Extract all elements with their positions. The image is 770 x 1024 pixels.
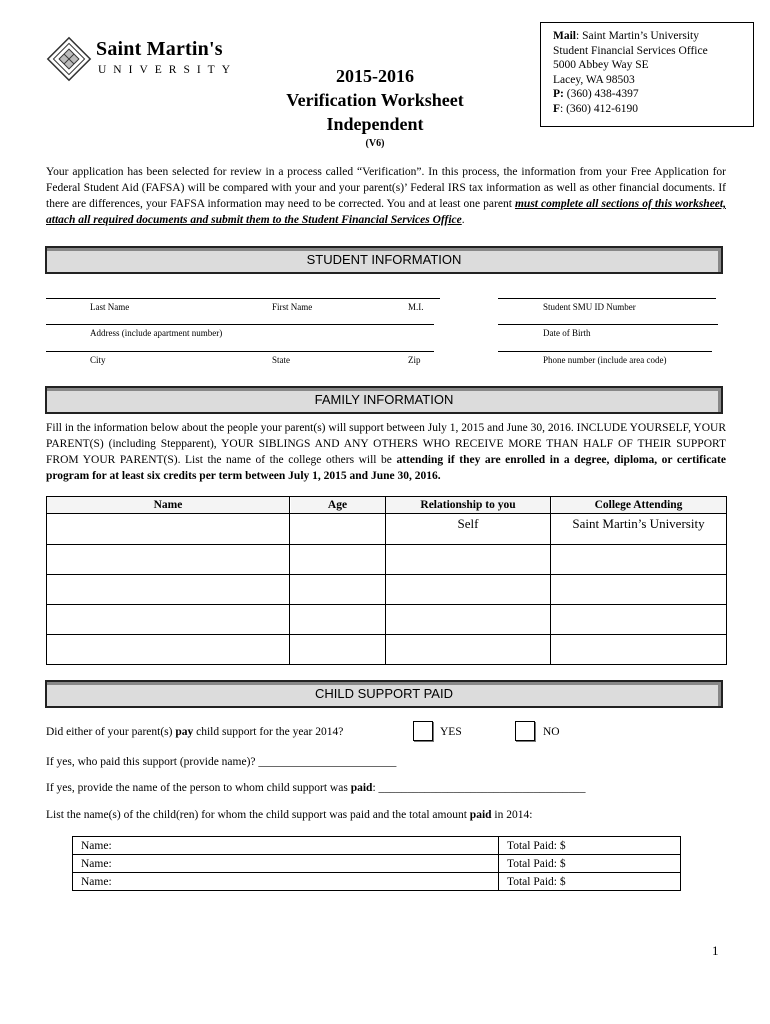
family-paragraph-bold: attending if they are enrolled in a degree, diploma, or certificate program for at least six credits per term between July 1, 2015 and June 30, 2016. xyxy=(46,454,726,482)
q4-text-end: in 2014: xyxy=(491,809,533,821)
family-info-heading: FAMILY INFORMATION xyxy=(45,386,723,414)
no-label: NO xyxy=(543,726,560,738)
phone-label-field: Phone number (include area code) xyxy=(543,355,667,365)
smu-id-line[interactable] xyxy=(498,298,716,299)
no-checkbox[interactable] xyxy=(515,721,535,741)
intro-text: Your application has been selected for review in a process called “Verification”. In this process, the information from your Free Application for Federal Student Aid (FAFSA) will be compared with your and your parent(s)’ Federal IRS tax information as well as other financial documents. If there are differences, your FAFSA information may need to be corrected. You and at least one parent xyxy=(46,166,726,210)
q4-text: List the name(s) of the child(ren) for whom the child support was paid and the total amount xyxy=(46,809,470,821)
university-logo-icon xyxy=(46,36,92,82)
fax-label: F xyxy=(553,102,561,115)
title-year: 2015-2016 xyxy=(336,66,414,86)
table-cell-college[interactable] xyxy=(551,575,727,605)
mail-line4: Lacey, WA 98503 xyxy=(553,73,635,86)
child-name-cell[interactable]: Name: xyxy=(73,873,499,891)
table-cell-name[interactable] xyxy=(47,605,290,635)
state-label: State xyxy=(272,355,290,365)
table-row xyxy=(47,545,727,575)
table-cell-name[interactable] xyxy=(47,575,290,605)
q1-bold: pay xyxy=(175,726,194,738)
dob-label: Date of Birth xyxy=(543,328,591,338)
address-line[interactable] xyxy=(46,324,434,325)
table-row xyxy=(47,514,727,545)
table-cell-age[interactable] xyxy=(290,575,386,605)
yes-checkbox[interactable] xyxy=(413,721,433,741)
table-cell-college[interactable] xyxy=(551,605,727,635)
university-subtitle: UNIVERSITY xyxy=(98,64,237,76)
child-name-cell[interactable]: Name: xyxy=(73,837,499,855)
mail-line3: 5000 Abbey Way SE xyxy=(553,59,649,72)
smu-id-label: Student SMU ID Number xyxy=(543,302,636,312)
intro-paragraph xyxy=(46,164,726,228)
table-cell-college[interactable] xyxy=(551,545,727,575)
table-cell-relationship[interactable] xyxy=(386,575,551,605)
title-version: (V6) xyxy=(365,138,385,149)
table-cell-age[interactable] xyxy=(290,635,386,665)
table-cell-college[interactable]: Saint Martin’s University xyxy=(551,514,727,545)
total-paid-cell[interactable]: Total Paid: $ xyxy=(499,855,681,873)
q3-text: If yes, provide the name of the person to whom child support was xyxy=(46,782,351,794)
table-cell-age[interactable] xyxy=(290,545,386,575)
table-row xyxy=(73,873,681,891)
yes-label: YES xyxy=(440,726,462,738)
family-table xyxy=(46,496,727,665)
table-row xyxy=(47,575,727,605)
intro-emphasis: must complete all sections of this worksheet, attach all required documents and submit them to the Student Financial Services Office xyxy=(46,198,726,226)
page-number: 1 xyxy=(712,943,719,958)
family-paragraph xyxy=(46,420,726,484)
table-cell-college[interactable] xyxy=(551,635,727,665)
city-label: City xyxy=(90,355,106,365)
student-info-heading: STUDENT INFORMATION xyxy=(45,246,723,274)
table-row xyxy=(73,837,681,855)
mi-label: M.I. xyxy=(408,302,424,312)
column-header-name: Name xyxy=(47,497,290,514)
question-who-paid[interactable]: If yes, who paid this support (provide name)? ________________________ xyxy=(46,756,397,768)
table-cell-name[interactable] xyxy=(47,545,290,575)
table-row xyxy=(47,635,727,665)
q1-text: Did either of your parent(s) xyxy=(46,726,176,738)
table-cell-name[interactable] xyxy=(47,635,290,665)
q3-bold: paid xyxy=(350,782,373,794)
table-cell-relationship[interactable] xyxy=(386,605,551,635)
first-name-label: First Name xyxy=(272,302,313,312)
column-header-relationship: Relationship to you xyxy=(386,497,551,514)
university-name: Saint Martin's xyxy=(96,38,223,60)
mail-line2: Student Financial Services Office xyxy=(553,44,708,57)
phone-label: P: xyxy=(553,88,564,101)
zip-label: Zip xyxy=(408,355,421,365)
title-worksheet: Verification Worksheet xyxy=(286,90,464,110)
question-list-children xyxy=(46,809,532,821)
address-label: Address (include apartment number) xyxy=(90,328,223,338)
phone-line[interactable] xyxy=(498,351,712,352)
title-independent: Independent xyxy=(326,114,424,134)
child-name-cell[interactable]: Name: xyxy=(73,855,499,873)
city-line[interactable] xyxy=(46,351,434,352)
intro-end: . xyxy=(461,214,465,226)
table-cell-name[interactable] xyxy=(47,514,290,545)
q3-text-end: : ____________________________________ xyxy=(372,782,586,794)
mail-line1: : Saint Martin’s University xyxy=(576,30,699,42)
child-support-table xyxy=(72,836,681,891)
table-row xyxy=(47,605,727,635)
table-cell-relationship[interactable]: Self xyxy=(386,514,551,545)
table-cell-relationship[interactable] xyxy=(386,635,551,665)
total-paid-cell[interactable]: Total Paid: $ xyxy=(499,873,681,891)
child-support-heading: CHILD SUPPORT PAID xyxy=(45,680,723,708)
table-cell-age[interactable] xyxy=(290,605,386,635)
column-header-age: Age xyxy=(290,497,386,514)
family-paragraph-text: Fill in the information below about the people your parent(s) will support between July 1, 2015 and June 30, 2016. INCLUDE YOURSELF, YOUR PARENT(S) (including Stepparent), YOUR SIBLINGS AND ANY OTHERS WHO RECEIVE MORE THAN HALF OF THEIR SUPPORT FROM YOUR PARENT(S). List the name of the college others will be xyxy=(46,422,726,466)
fax-number: : (360) 412-6190 xyxy=(560,102,638,115)
mail-label: Mail xyxy=(553,30,576,42)
table-cell-relationship[interactable] xyxy=(386,545,551,575)
dob-line[interactable] xyxy=(498,324,718,325)
mail-address-box xyxy=(540,22,754,127)
table-cell-age[interactable] xyxy=(290,514,386,545)
question-pay-child-support xyxy=(46,726,343,738)
table-row xyxy=(73,855,681,873)
q1-text-end: child support for the year 2014? xyxy=(193,726,344,738)
question-paid-to[interactable] xyxy=(46,782,586,794)
q4-bold: paid xyxy=(469,809,492,821)
phone-number: (360) 438-4397 xyxy=(563,88,639,101)
name-line[interactable] xyxy=(46,298,440,299)
total-paid-cell[interactable]: Total Paid: $ xyxy=(499,837,681,855)
last-name-label: Last Name xyxy=(90,302,130,312)
column-header-college: College Attending xyxy=(551,497,727,514)
